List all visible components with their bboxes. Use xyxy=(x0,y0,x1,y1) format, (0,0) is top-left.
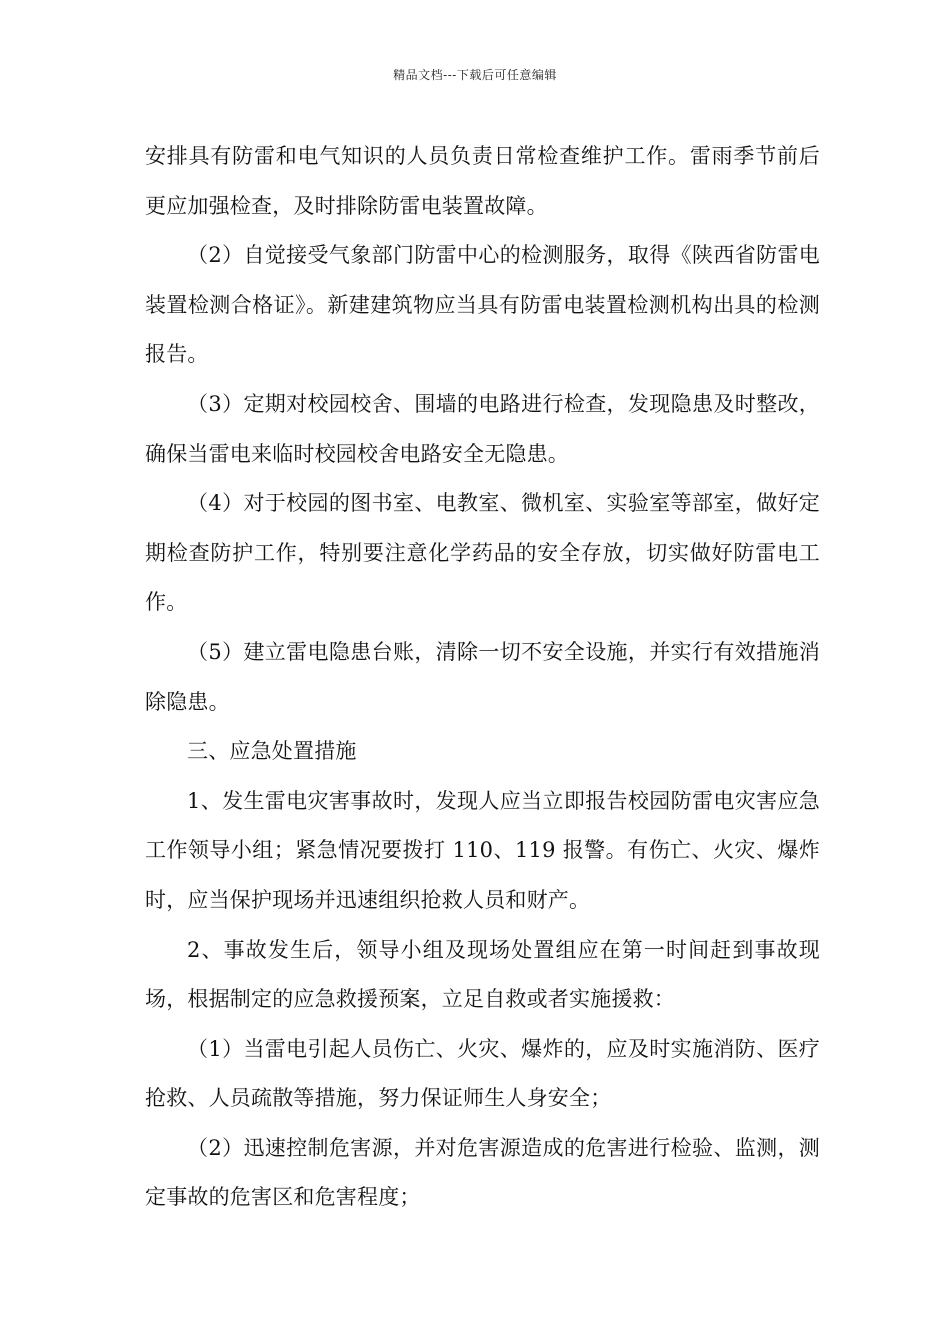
paragraph-item-2-certification: （2）自觉接受气象部门防雷中心的检测服务，取得《陕西省防雷电装置检测合格证》。新建建筑物应当具有防雷电装置检测机构出具的检测报告。 xyxy=(145,243,820,367)
paragraph-item-3-circuit-check: （3）定期对校园校舍、围墙的电路进行检查，发现隐患及时整改，确保当雷电来临时校园校舍电路安全无隐患。 xyxy=(145,391,820,466)
paragraph-step-2-response: 2、事故发生后，领导小组及现场处置组应在第一时间赶到事故现场，根据制定的应急救援预案，立足自救或者实施援救： xyxy=(145,937,820,1012)
paragraph-continuation: 安排具有防雷和电气知识的人员负责日常检查维护工作。雷雨季节前后更应加强检查，及时排除防雷电装置故障。 xyxy=(145,144,820,218)
paragraph-item-4-rooms: （4）对于校园的图书室、电教室、微机室、实验室等部室，做好定期检查防护工作，特别要注意化学药品的安全存放，切实做好防雷电工作。 xyxy=(145,491,820,615)
paragraph-substep-2-hazard-control: （2）迅速控制危害源，并对危害源造成的危害进行检验、监测，测定事故的危害区和危害程度； xyxy=(145,1135,820,1210)
paragraph-step-1-report: 1、发生雷电灾害事故时，发现人应当立即报告校园防雷电灾害应急工作领导小组；紧急情况要拨打 110、119 报警。有伤亡、火灾、爆炸时，应当保护现场并迅速组织抢救人员和财产。 xyxy=(145,788,820,912)
paragraph-substep-1-rescue: （1）当雷电引起人员伤亡、火灾、爆炸的，应及时实施消防、医疗抢救、人员疏散等措施，努力保证师生人身安全； xyxy=(145,1036,820,1111)
page-header: 精品文档---下载后可任意编辑 xyxy=(393,68,557,82)
document-body xyxy=(145,132,820,1223)
section-heading-emergency-measures: 三、应急处置措施 xyxy=(187,739,357,764)
paragraph-item-5-hazard-ledger: （5）建立雷电隐患台账，清除一切不安全设施，并实行有效措施消除隐患。 xyxy=(145,639,820,714)
